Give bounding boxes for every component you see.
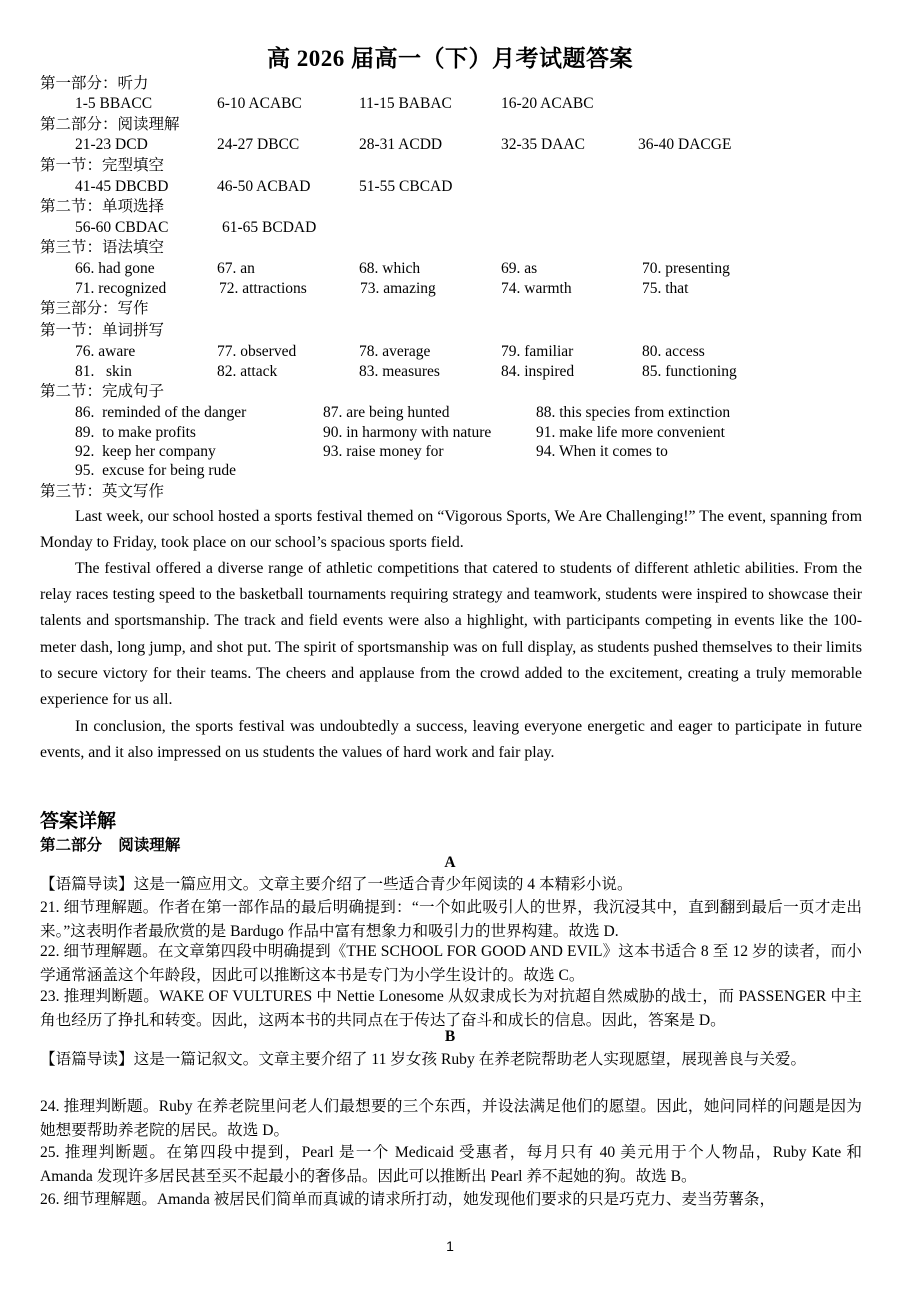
section-a-label: A — [444, 854, 456, 871]
explanation-part-heading: 第二部分 阅读理解 — [40, 836, 181, 854]
answer-group: 32-35 DAAC — [501, 136, 585, 153]
answer-group: 24-27 DBCC — [217, 136, 300, 153]
grammar-answer: 73. amazing — [360, 280, 436, 297]
part2-answer-row — [0, 135, 900, 155]
sentence-answer: 88. this species from extinction — [536, 404, 731, 421]
writing-heading: 第三节：英文写作 — [40, 483, 165, 500]
sentences-row-4 — [0, 461, 900, 481]
part2-heading: 第二部分：阅读理解 — [40, 116, 180, 133]
grammar-answer: 74. warmth — [501, 280, 572, 297]
sentences-row-3 — [0, 442, 900, 462]
spelling-answer: 80. access — [642, 343, 705, 360]
answer-group: 16-20 ACABC — [501, 95, 594, 112]
sentence-answer: 95. excuse for being rude — [75, 462, 236, 479]
spelling-answer: 83. measures — [359, 363, 440, 380]
sentence-answer: 94. When it comes to — [536, 443, 668, 460]
explanation-paragraph: 23. 推理判断题。WAKE OF VULTURES 中 Nettie Lonesome 从奴隶成长为对抗超自然威胁的战士，而 PASSENGER 中主角也经历了挣扎和转变。因此，这两本书的共同点在于传达了奋斗和成长的信息。因此，答案是 D。 — [40, 988, 862, 1029]
grammar-row-2 — [0, 279, 900, 299]
grammar-answer: 71. recognized — [75, 280, 167, 297]
answer-group: 56-60 CBDAC — [75, 219, 169, 236]
section-b-label: B — [444, 1028, 456, 1045]
spelling-row-1 — [0, 342, 900, 362]
explanation-heading: 答案详解 — [40, 810, 117, 832]
sentence-answer: 93. raise money for — [323, 443, 444, 460]
spelling-answer: 85. functioning — [642, 363, 737, 380]
spelling-answer: 77. observed — [217, 343, 297, 360]
answer-group: 21-23 DCD — [75, 136, 148, 153]
explanation-paragraph: 22. 细节理解题。在文章第四段中明确提到《THE SCHOOL FOR GOOD AND EVIL》这本书适合 8 至 12 岁的读者，而小学通常涵盖这个年龄段，因此可以推断这本书是专门为小学生设计的。故选 C。 — [40, 943, 862, 984]
grammar-answer: 67. an — [217, 260, 255, 277]
answer-group: 46-50 ACBAD — [217, 178, 311, 195]
spelling-heading: 第一节：单词拼写 — [40, 322, 165, 339]
sentence-answer: 90. in harmony with nature — [323, 424, 492, 441]
explanation-paragraph: 26. 细节理解题。Amanda 被居民们简单而真诚的请求所打动，她发现他们要求的只是巧克力、麦当劳薯条， — [40, 1191, 776, 1208]
spelling-answer: 78. average — [359, 343, 431, 360]
grammar-answer: 66. had gone — [75, 260, 155, 277]
answer-group: 41-45 DBCBD — [75, 178, 169, 195]
sentences-row-1 — [0, 403, 900, 423]
cloze-heading: 第一节：完型填空 — [40, 157, 165, 174]
sentence-answer: 92. keep her company — [75, 443, 216, 460]
sentences-row-2 — [0, 423, 900, 443]
part3-heading: 第三部分：写作 — [40, 300, 149, 317]
spelling-answer: 79. familiar — [501, 343, 574, 360]
sentence-answer: 91. make life more convenient — [536, 424, 725, 441]
explanation-paragraph: 24. 推理判断题。Ruby 在养老院里问老人们最想要的三个东西，并设法满足他们的愿望。因此，她问同样的问题是因为她想要帮助养老院的居民。故选 D。 — [40, 1098, 862, 1139]
grammar-answer: 70. presenting — [642, 260, 730, 277]
grammar-answer: 68. which — [359, 260, 421, 277]
essay-paragraph: In conclusion, the sports festival was undoubtedly a success, leaving everyone energetic and eager to participate in future events, and it also impressed on us students the values of hard work and fair play. — [40, 718, 862, 762]
sentences-heading: 第二节：完成句子 — [40, 383, 165, 400]
explanation-paragraph: 25. 推理判断题。在第四段中提到，Pearl 是一个 Medicaid 受惠者，每月只有 40 美元用于个人物品，Ruby Kate 和 Amanda 发现许多居民甚至买不起最小的奢侈品。因此可以推断出 Pearl 养不起她的狗。故选 B。 — [40, 1144, 862, 1185]
sentence-answer: 87. are being hunted — [323, 404, 450, 421]
page-number: 1 — [446, 1238, 454, 1254]
spelling-row-2 — [0, 362, 900, 382]
essay-paragraph: Last week, our school hosted a sports festival themed on “Vigorous Sports, We Are Challenging!” The event, spanning from Monday to Friday, took place on our school’s spacious sports field. — [40, 508, 862, 552]
sentence-answer: 86. reminded of the danger — [75, 404, 247, 421]
essay-paragraph: The festival offered a diverse range of athletic competitions that catered to students of different athletic abilities. From the relay races testing speed to the basketball tournaments requiring strategy and teamwork, students were inspired to showcase their talents and sportsmanship. The track and field events were also a highlight, with participants competing in events like the 100-meter dash, long jump, and shot put. The spirit of sportsmanship was on full display, as students pushed themselves to their limits to secure victory for their teams. The cheers and applause from the crowd added to the excitement, creating a truly memorable experience for us all. — [40, 560, 862, 709]
answer-group: 61-65 BCDAD — [222, 219, 317, 236]
grammar-row-1 — [0, 259, 900, 279]
spelling-answer: 76. aware — [75, 343, 136, 360]
page-title: 高 2026 届高一（下）月考试题答案 — [267, 46, 633, 71]
cloze-answer-row — [0, 177, 900, 197]
part1-heading: 第一部分：听力 — [40, 75, 149, 92]
sentence-answer: 89. to make profits — [75, 424, 196, 441]
part1-answer-row — [0, 94, 900, 114]
grammar-answer: 72. attractions — [219, 280, 307, 297]
explanation-paragraph: 21. 细节理解题。作者在第一部作品的最后明确提到：“一个如此吸引人的世界，我沉浸其中，直到翻到最后一页才走出来。”这表明作者最欣赏的是 Bardugo 作品中富有想象力和吸引力的世界构建。故选 D. — [40, 899, 862, 940]
answer-group: 28-31 ACDD — [359, 136, 443, 153]
single-choice-answer-row — [0, 218, 900, 238]
explanation-paragraph: 【语篇导读】这是一篇记叙文。文章主要介绍了 11 岁女孩 Ruby 在养老院帮助老人实现愿望，展现善良与关爱。 — [40, 1051, 807, 1068]
spelling-answer: 84. inspired — [501, 363, 575, 380]
spelling-answer: 81. skin — [75, 363, 132, 380]
grammar-answer: 75. that — [642, 280, 689, 297]
answer-group: 11-15 BABAC — [359, 95, 452, 112]
answer-group: 1-5 BBACC — [75, 95, 153, 112]
single-choice-heading: 第二节：单项选择 — [40, 198, 165, 215]
answer-group: 36-40 DACGE — [638, 136, 732, 153]
grammar-heading: 第三节：语法填空 — [40, 239, 165, 256]
spelling-answer: 82. attack — [217, 363, 278, 380]
explanation-paragraph: 【语篇导读】这是一篇应用文。文章主要介绍了一些适合青少年阅读的 4 本精彩小说。 — [40, 876, 633, 893]
grammar-answer: 69. as — [501, 260, 538, 277]
answer-group: 51-55 CBCAD — [359, 178, 453, 195]
answer-group: 6-10 ACABC — [217, 95, 302, 112]
